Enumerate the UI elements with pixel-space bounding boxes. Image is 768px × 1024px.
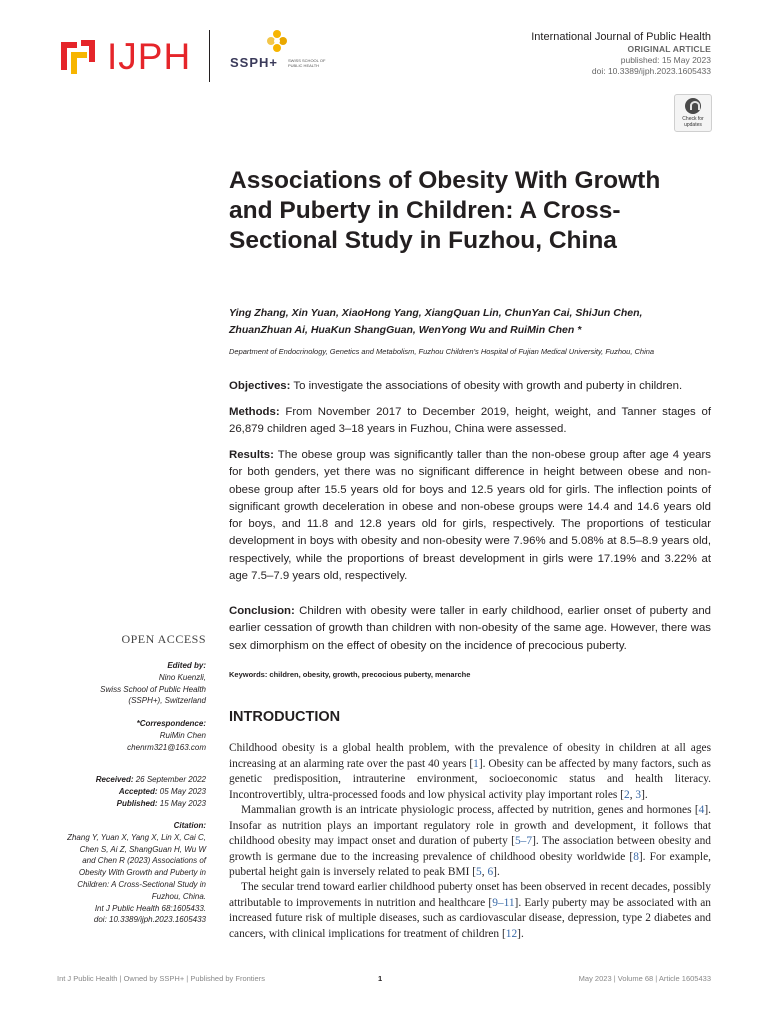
intro-paragraph-3 [229, 880, 711, 942]
intro-paragraph-1 [229, 741, 711, 803]
abstract-results [229, 447, 711, 585]
ijph-wordmark: IJPH [107, 36, 192, 77]
methods-text: From November 2017 to December 2019, height, weight, and Tanner stages of 26,879 children aged 3–18 years in Fuzhou, China were assessed. [229, 406, 711, 436]
page-number: 1 [378, 974, 383, 983]
conclusion-label: Conclusion: [229, 605, 295, 617]
results-text: The obese group was significantly taller than the non-obese group after age 4 years for both genders, yet there was no significant difference in height between obese and non-obese group after 15.5 years old for boys and 12.5 years old for girls. The inflection points of significant growth deceleration in obese and non-obese groups were 14.4 and 14.6 years old for boys, and 11.8 and 12.8 years old for girls, respectively. The proportions of testicular development in boys with obesity and non-obesity were 7.96% and 5.08% at 8.5–8.9 years old, respectively, while the proportions of breast development in girls were 17.19% and 3.22% at age 7.5–7.9 years old, respectively. [229, 449, 711, 583]
citation-label: Citation: [173, 821, 206, 830]
accepted-label: Accepted: [118, 786, 158, 796]
received-label: Received: [95, 775, 134, 784]
citation-link[interactable]: 6 [487, 866, 494, 879]
citation-line: Children: A Cross-Sectional Study in [77, 879, 206, 889]
citation-link[interactable]: 3 [635, 788, 642, 801]
published-date-side [40, 798, 206, 810]
ijph-logo[interactable] [57, 34, 207, 80]
text-run: ]. Early puberty may be associated with an increased future risk of multiple diseases, such as cardiovascular disease, depression, type 2 diabetes and cancers, with clinical implications for treatment of children [ [229, 896, 711, 940]
text-run: ]. Insofar as nutrition plays an important regulatory role in growth and development, it follows that childhood obesity may impact onset and duration of puberty [ [229, 804, 711, 848]
edited-by-label: Edited by: [167, 661, 206, 670]
affiliation: Department of Endocrinology, Genetics and Metabolism, Fuzhou Children's Hospital of Fujian Medical University, Fuzhou, China [229, 347, 655, 356]
ssph-wordmark: SSPH+ [230, 55, 278, 70]
intro-paragraph-2 [229, 803, 711, 881]
conclusion-text: Children with obesity were taller in early childhood, earlier onset of puberty and earlier cessation of growth than children with non-obesity of the same age. However, there was sex dimorphism on the effect of obesity on the incidence of precocious puberty. [229, 605, 711, 652]
ijph-mark-icon [57, 36, 99, 78]
dates-block [40, 774, 206, 809]
article-title: Associations of Obesity With Growth and Puberty in Children: A Cross-Sectional Study in Fuzhou, China [229, 167, 661, 254]
published-label: Published: [116, 798, 158, 808]
citation-line: and Chen R (2023) Associations of [82, 856, 206, 866]
header-doi[interactable]: doi: 10.3389/ijph.2023.1605433 [591, 66, 711, 76]
abstract-methods [229, 404, 711, 439]
footer-article-info: May 2023 | Volume 68 | Article 1605433 [578, 974, 711, 983]
text-run: The secular trend toward earlier childhood puberty onset has been observed in recent decades, possibly attributable to improvements in nutrition and healthcare [ [229, 881, 711, 909]
section-heading-introduction: INTRODUCTION [229, 709, 341, 725]
published-date: published: 15 May 2023 [620, 55, 711, 65]
accepted-value: 05 May 2023 [157, 786, 206, 796]
published-value: 15 May 2023 [157, 798, 206, 808]
citation-block [40, 820, 206, 926]
text-run: , [629, 788, 636, 801]
text-run: Childhood obesity is a global health problem, with the prevalence of obesity in children at all ages increasing at an alarming rate over the past 40 years [ [229, 742, 711, 770]
accepted-date [40, 786, 206, 798]
keywords: Keywords: children, obesity, growth, precocious puberty, menarche [229, 670, 471, 679]
text-run: ]. For example, pubertal height gain is inversely related to peak BMI [ [229, 850, 712, 879]
text-run: ]. Obesity can be affected by many factors, such as genetic predisposition, intrauterine environment, socioeconomic status and health literacy. Incontrovertibly, ultra-processed foods and low physical activity play important roles [ [229, 757, 711, 801]
citation-link[interactable]: 4 [698, 804, 705, 816]
journal-header [531, 30, 711, 77]
methods-label: Methods: [229, 406, 280, 418]
abstract-conclusion [229, 603, 711, 655]
citation-line: Zhang Y, Yuan X, Yang X, Lin X, Cai C, [67, 832, 206, 842]
logo-divider [209, 30, 210, 82]
citation-link[interactable]: 2 [623, 788, 630, 801]
text-run: , [481, 866, 488, 879]
citation-line: Chen S, Ai Z, ShangGuan H, Wu W [79, 844, 206, 854]
author-list [229, 305, 711, 339]
ssph-subtitle: SWISS SCHOOL OF PUBLIC HEALTH [288, 58, 326, 68]
citation-doi-link[interactable]: doi: 10.3389/ijph.2023.1605433 [93, 915, 206, 925]
check-updates-label: Check for updates [682, 116, 704, 128]
check-for-updates-button[interactable] [674, 94, 712, 132]
correspondence-block [40, 718, 206, 753]
article-type: ORIGINAL ARTICLE [627, 44, 711, 54]
correspondence-label: *Correspondence: [136, 719, 206, 728]
authors-line-2[interactable]: ZhuanZhuan Ai, HuaKun ShangGuan, WenYong Wu and RuiMin Chen * [229, 324, 582, 336]
citation-link[interactable]: 5 [476, 866, 482, 879]
citation-line: Int J Public Health 68:1605433. [94, 903, 206, 913]
results-label: Results: [229, 449, 274, 461]
citation-link[interactable]: 12 [505, 927, 518, 940]
footer-journal-info: Int J Public Health | Owned by SSPH+ | Published by Frontiers [57, 974, 265, 983]
text-run: Mammalian growth is an intricate physiologic process, affected by nutrition, genes and hormones [ [241, 804, 699, 816]
editor-affiliation-2: (SSPH+), Switzerland [128, 696, 206, 706]
editor-affiliation-1: Swiss School of Public Health [100, 684, 206, 694]
citation-link[interactable]: 5–7 [514, 835, 533, 848]
edited-by-block [40, 660, 206, 707]
open-access-label: OPEN ACCESS [121, 632, 206, 646]
ssph-mark-icon [264, 28, 290, 54]
correspondence-name: RuiMin Chen [159, 730, 206, 740]
objectives-text: To investigate the associations of obesity with growth and puberty in children. [290, 380, 683, 392]
editor-name: Nino Kuenzli, [158, 672, 206, 682]
citation-link[interactable]: 1 [473, 757, 479, 770]
text-run: ]. [641, 788, 648, 801]
abstract-objectives [229, 378, 711, 395]
citation-link[interactable]: 8 [633, 850, 639, 863]
authors-line-1[interactable]: Ying Zhang, Xin Yuan, XiaoHong Yang, XiangQuan Lin, ChunYan Cai, ShiJun Chen, [229, 307, 643, 319]
citation-line: Obesity With Growth and Puberty in [78, 868, 206, 878]
objectives-label: Objectives: [229, 380, 291, 392]
received-value: 26 September 2022 [133, 775, 206, 784]
received-date [40, 774, 206, 786]
check-updates-icon [685, 98, 701, 114]
citation-line: Fuzhou, China. [151, 891, 206, 901]
text-run: ]. The association between obesity and growth is germane due to the increasing prevalence of childhood obesity worldwide [ [229, 835, 711, 863]
correspondence-email-link[interactable]: chenrm321@163.com [127, 742, 206, 752]
text-run: ]. [493, 866, 500, 879]
ssph-logo[interactable] [230, 28, 340, 86]
text-run: ]. [517, 927, 524, 940]
citation-link[interactable]: 9–11 [492, 896, 515, 909]
journal-name: International Journal of Public Health [531, 31, 711, 43]
